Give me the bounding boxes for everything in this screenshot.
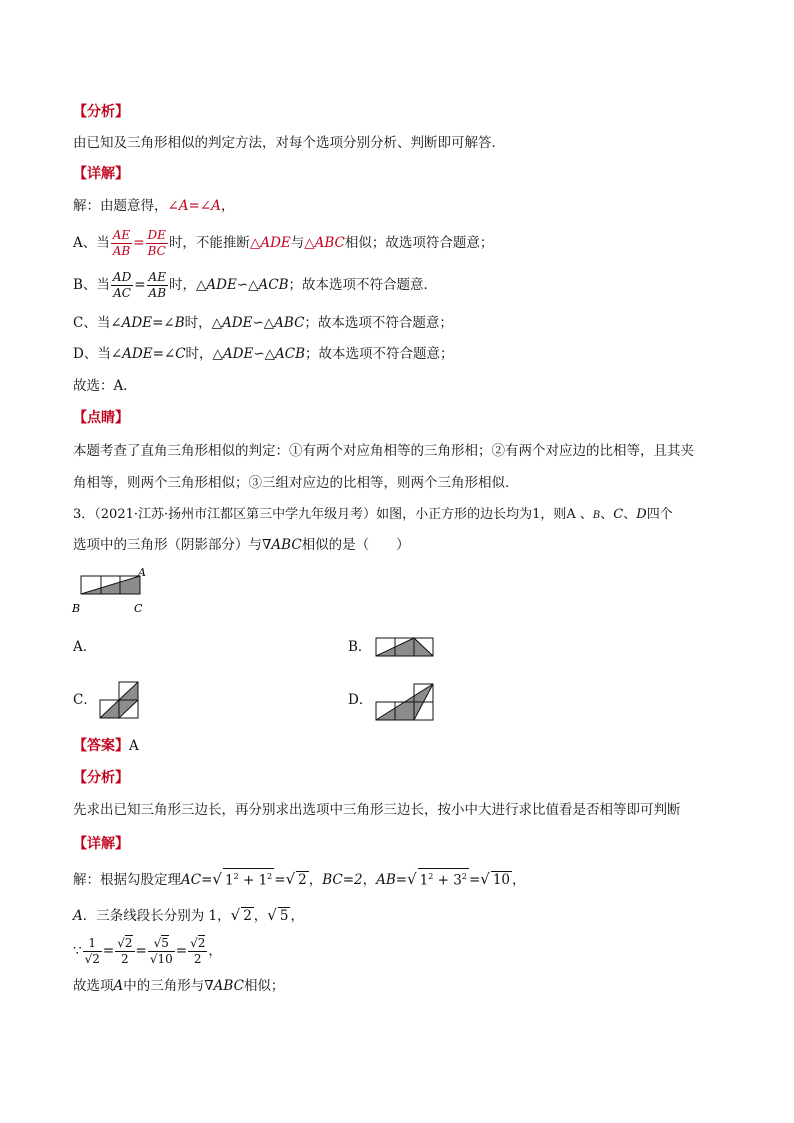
option-b-figure xyxy=(374,635,438,659)
answer-value: A xyxy=(129,738,139,754)
detail-heading: 【详解】 xyxy=(73,166,129,182)
question-line-1: 3．（2021·江苏·扬州市江都区第三中学九年级月考）如图，小正方形的边长均为1，则A 、B、C、D四个 xyxy=(73,507,673,522)
detail-option-a: A、当 $\frac{AE}{AB}$ = $\frac{DE}{BC}$ 时，不能推断△ADE与△ABC相似；故选项符合题意； xyxy=(73,228,494,258)
fraction: $\frac{√2}{2}$ xyxy=(117,936,133,966)
detail-option-c: C、当∠ADE=∠B时，△ADE∽△ABC；故本选项不符合题意； xyxy=(73,315,453,331)
question-figure xyxy=(70,566,160,618)
comment-line-1: 本题考查了直角三角形相似的判定：①有两个对应角相等的三角形相；②有两个对应边的比相等，且其夹 xyxy=(73,443,694,459)
detail3-line-2: A．三条线段长分别为 1，√ 2 ，√ 5 ， xyxy=(73,906,304,924)
option-c-label: C． xyxy=(73,692,97,708)
detail3-heading: 【详解】 xyxy=(73,836,129,852)
detail-conclusion: 故选：A． xyxy=(73,378,137,394)
label-b: B xyxy=(72,602,81,615)
fraction: $\frac{√5}{√10}$ xyxy=(149,936,173,966)
answer-line xyxy=(73,736,139,756)
detail3-line-3: ∵ $\frac{1}{√2}$ = $\frac{√2}{2}$ = $\frac{√5}{√10}$ = $\frac{√2}{2}$ ， xyxy=(73,936,222,966)
detail-intro: 解：由题意得，∠A=∠A， xyxy=(73,198,235,214)
comment-line-2: 角相等，则两个三角形相似；③三组对应边的比相等，则两个三角形相似． xyxy=(73,475,519,491)
answer-heading: 【答案】 xyxy=(73,738,129,754)
analysis-text: 由已知及三角形相似的判定方法，对每个选项分别分析、判断即可解答． xyxy=(73,135,505,151)
sqrt-expression: $1^2 + 1^2$ xyxy=(223,868,274,889)
option-a-label: A． xyxy=(73,639,97,655)
detail3-line-1: 解：根据勾股定理AC=√ $1^2 + 1^2$ =√ 2 ，BC=2，AB=√ $1^2 + 3^2$ =√ 10 ， xyxy=(73,866,526,893)
fraction: $\frac{1}{√2}$ xyxy=(84,936,100,966)
detail-option-b: B、当 $\frac{AD}{AC}$ = $\frac{AE}{AB}$ 时，△ADE∽△ACB；故本选项不符合题意． xyxy=(73,270,438,300)
detail-option-d: D、当∠ADE=∠C时，△ADE∽△ACB；故本选项不符合题意； xyxy=(73,346,454,362)
fraction: $\frac{AE}{AB}$ xyxy=(112,228,131,258)
option-d-figure xyxy=(374,681,438,723)
label-a: A xyxy=(138,566,146,579)
fraction: $\frac{AE}{AB}$ xyxy=(148,270,167,300)
option-b-label: B． xyxy=(348,639,372,655)
sqrt-expression: $1^2 + 3^2$ xyxy=(418,868,469,889)
comment-heading: 【点睛】 xyxy=(73,410,129,426)
detail3-line-4: 故选项A中的三角形与∇ABC相似； xyxy=(73,978,285,994)
fraction: $\frac{AD}{AC}$ xyxy=(112,270,132,300)
analysis-heading: 【分析】 xyxy=(73,104,129,120)
fraction: $\frac{√2}{2}$ xyxy=(190,936,206,966)
analysis3-text: 先求出已知三角形三边长，再分别求出选项中三角形三边长，按小中大进行求比值看是否相等即可判断 xyxy=(73,802,681,818)
option-d-label: D． xyxy=(348,692,373,708)
question-line-2: 选项中的三角形（阴影部分）与∇ABC相似的是（ ） xyxy=(73,537,410,553)
fraction: $\frac{DE}{BC}$ xyxy=(147,228,166,258)
option-c-figure xyxy=(98,679,142,721)
label-c: C xyxy=(134,602,143,615)
analysis3-heading: 【分析】 xyxy=(73,770,129,786)
